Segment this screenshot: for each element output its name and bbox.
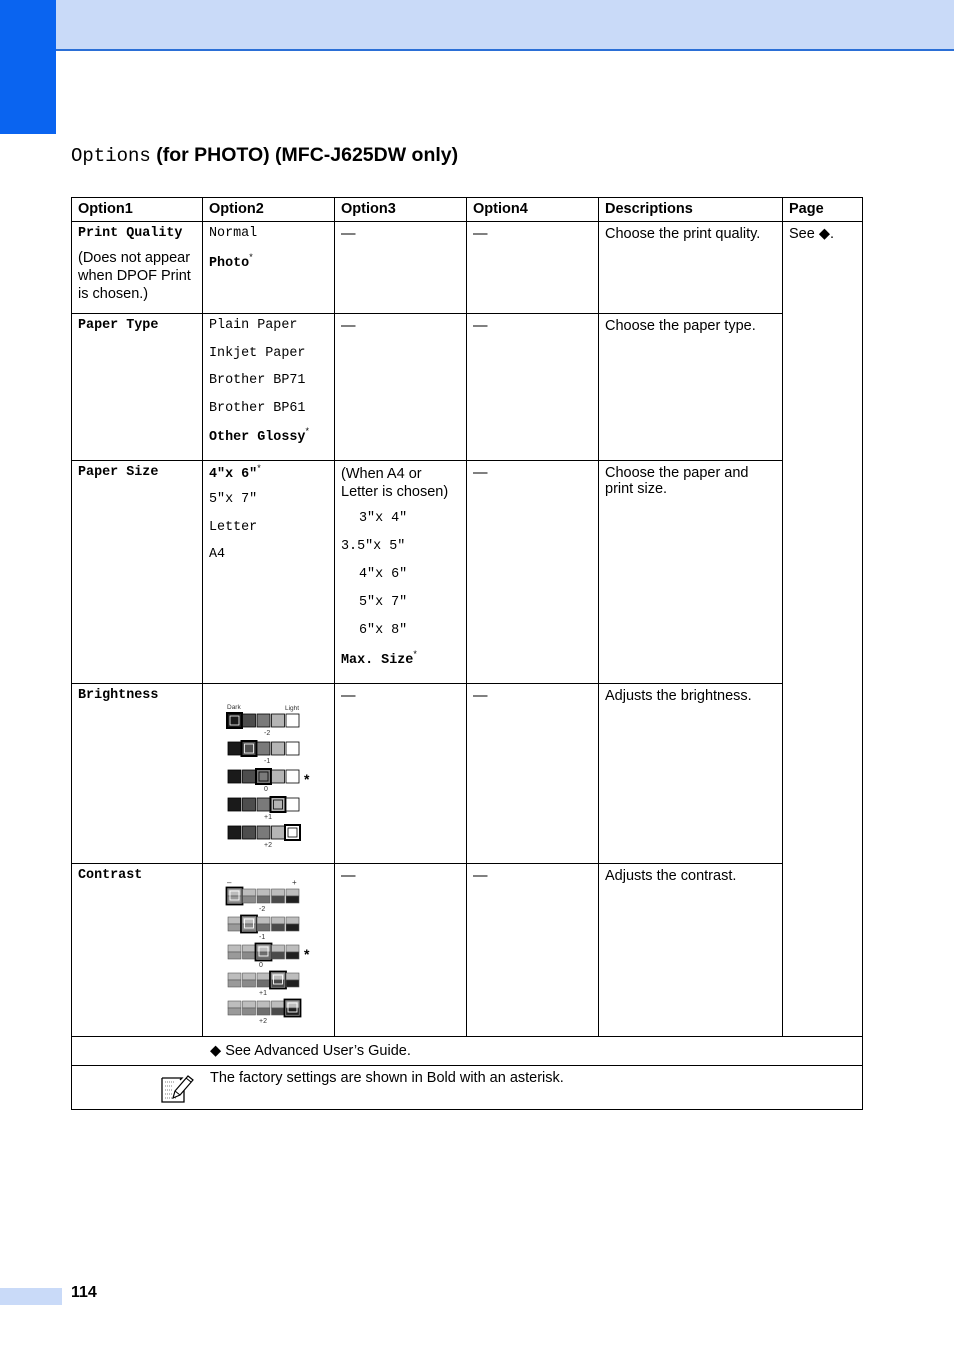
option4-cell — [467, 863, 599, 1036]
contrast-swatch-bottom — [243, 896, 256, 903]
option4-cell — [467, 314, 599, 461]
description-cell: Choose the paper and print size. — [599, 460, 783, 683]
description-cell: Adjusts the brightness. — [599, 683, 783, 863]
option4-cell — [467, 683, 599, 863]
option1-print-quality: Print Quality — [78, 226, 183, 241]
option-brother-bp71: Brother BP71 — [209, 373, 306, 388]
option3-cell — [335, 222, 467, 314]
brightness-swatch — [228, 770, 241, 783]
contrast-swatch-bottom — [228, 924, 241, 931]
none-dash: — — [341, 867, 356, 884]
brightness-swatch — [257, 826, 270, 839]
col-header-option3: Option3 — [335, 198, 467, 222]
chapter-tab — [0, 0, 56, 134]
contrast-level-label: +2 — [259, 1017, 267, 1025]
table-header-row — [72, 198, 863, 222]
header-band — [0, 0, 954, 51]
brightness-swatch — [242, 741, 257, 756]
options-table — [71, 197, 863, 1110]
brightness-level-row — [228, 769, 310, 793]
contrast-swatch-top — [228, 1001, 241, 1008]
contrast-swatch-top — [286, 917, 299, 924]
description-cell: Choose the print quality. — [599, 222, 783, 314]
contrast-plus-label: + — [292, 877, 297, 887]
page-number-badge — [0, 1288, 62, 1305]
brightness-swatch — [286, 770, 299, 783]
contrast-swatch-bottom — [286, 952, 299, 959]
default-asterisk: * — [413, 648, 417, 659]
none-dash: — — [473, 226, 488, 242]
option2-cell — [203, 863, 335, 1036]
option2-cell — [203, 460, 335, 683]
none-dash: — — [341, 318, 356, 334]
brightness-swatch — [271, 797, 286, 812]
contrast-level-label: -1 — [259, 933, 266, 941]
brightness-swatch — [272, 742, 285, 755]
option1-cell — [72, 222, 203, 314]
print-size-3x4: 3"x 4" — [359, 510, 408, 526]
table-row-paper-size — [72, 460, 863, 683]
option2-cell — [203, 314, 335, 461]
contrast-swatch-bottom — [286, 980, 299, 987]
contrast-swatch-bottom — [272, 924, 285, 931]
brightness-swatch — [228, 798, 241, 811]
brightness-swatch — [228, 826, 241, 839]
contrast-swatch-bottom — [243, 952, 256, 959]
brightness-swatch — [285, 825, 300, 840]
option1-cell — [72, 683, 203, 863]
brightness-swatch — [272, 770, 285, 783]
contrast-swatch-top — [286, 889, 299, 896]
brightness-swatch — [243, 798, 256, 811]
none-dash: — — [473, 867, 488, 884]
brightness-level-label: -2 — [264, 729, 271, 737]
option-plain-paper: Plain Paper — [209, 318, 298, 333]
contrast-swatch-bottom — [228, 980, 241, 987]
note-text: The factory settings are shown in Bold with an asterisk. — [210, 1069, 564, 1086]
contrast-swatch-bottom — [243, 980, 256, 987]
contrast-swatch-bottom — [272, 952, 285, 959]
heading-options-word: Options — [71, 145, 151, 167]
option1-paper-type: Paper Type — [78, 318, 159, 333]
footnote-text: See Advanced User’s Guide. — [225, 1042, 411, 1059]
brightness-swatch — [257, 714, 270, 727]
contrast-level-row — [228, 971, 299, 997]
option2-cell — [203, 222, 335, 314]
brightness-level-label: +2 — [264, 841, 272, 849]
section-heading — [71, 144, 458, 167]
contrast-swatch-bottom — [243, 1008, 256, 1015]
contrast-swatch-top — [243, 973, 256, 980]
brightness-swatch — [243, 826, 256, 839]
a4-letter-note: (When A4 or Letter is chosen) — [341, 465, 449, 500]
option-inkjet-paper: Inkjet Paper — [209, 345, 306, 361]
contrast-minus-label: – — [227, 877, 232, 887]
heading-rest: (for PHOTO) (MFC-J625DW only) — [150, 144, 459, 166]
description-cell: Adjusts the contrast. — [599, 863, 783, 1036]
contrast-swatch-top — [228, 945, 241, 952]
option4-cell — [467, 460, 599, 683]
default-asterisk: * — [257, 462, 261, 473]
brightness-swatch — [243, 714, 256, 727]
brightness-swatch — [256, 769, 271, 784]
none-dash: — — [473, 464, 488, 481]
brightness-swatch — [257, 798, 270, 811]
col-header-option1: Option1 — [72, 198, 203, 222]
option1-brightness: Brightness — [78, 687, 159, 703]
contrast-swatch-top — [286, 945, 299, 952]
contrast-swatch-bottom — [257, 1008, 270, 1015]
option-normal: Normal — [209, 226, 258, 241]
note-cell — [72, 1065, 863, 1109]
contrast-swatch-top — [228, 917, 241, 924]
contrast-level-row — [228, 999, 301, 1025]
contrast-swatch-bottom — [272, 1008, 285, 1015]
page-number: 114 — [71, 1284, 97, 1301]
default-asterisk: * — [304, 770, 310, 787]
option4-cell — [467, 222, 599, 314]
contrast-swatch-top — [243, 945, 256, 952]
contrast-swatch-bottom — [257, 896, 270, 903]
contrast-swatch-bottom — [257, 980, 270, 987]
none-dash: — — [473, 687, 488, 704]
option1-cell — [72, 460, 203, 683]
description-cell: Choose the paper type. — [599, 314, 783, 461]
option-a4: A4 — [209, 547, 226, 562]
brightness-swatch — [243, 770, 256, 783]
option1-paper-size: Paper Size — [78, 464, 159, 480]
diamond-icon: ◆ — [210, 1042, 222, 1059]
contrast-swatch-top — [257, 889, 270, 896]
option-5x7: 5"x 7" — [209, 492, 258, 507]
contrast-swatch-top — [272, 945, 285, 952]
contrast-swatch-top — [272, 1001, 285, 1008]
brightness-scale-graphic — [203, 684, 334, 859]
contrast-swatch-bottom — [286, 896, 299, 903]
page-reference: See ◆. — [789, 226, 835, 242]
contrast-swatch-top — [257, 917, 270, 924]
table-row-brightness — [72, 683, 863, 863]
brightness-swatch — [286, 798, 299, 811]
option-letter: Letter — [209, 519, 258, 535]
footnote-row — [72, 1036, 863, 1065]
option3-cell — [335, 683, 467, 863]
option3-cell — [335, 314, 467, 461]
dpof-note: (Does not appear when DPOF Print is chosen.) — [78, 250, 191, 302]
none-dash: — — [341, 687, 356, 704]
brightness-level-row — [228, 825, 300, 849]
option-other-glossy-default: Other Glossy — [209, 430, 306, 445]
contrast-swatch-top — [228, 973, 241, 980]
contrast-swatch-top — [272, 917, 285, 924]
print-size-4x6: 4"x 6" — [359, 566, 408, 582]
contrast-scale-graphic — [203, 864, 334, 1032]
brightness-swatch — [286, 714, 299, 727]
contrast-level-row — [227, 887, 300, 913]
default-asterisk: * — [304, 945, 310, 962]
option2-cell — [203, 683, 335, 863]
none-dash: — — [341, 226, 356, 242]
col-header-page: Page — [783, 198, 863, 222]
brightness-level-row — [227, 713, 299, 737]
option3-cell — [335, 863, 467, 1036]
brightness-light-label: Light — [285, 704, 300, 712]
default-asterisk: * — [305, 426, 309, 436]
note-pencil-icon — [159, 1072, 195, 1106]
table-row-paper-type — [72, 314, 863, 461]
col-header-option2: Option2 — [203, 198, 335, 222]
print-size-5x7: 5"x 7" — [359, 594, 408, 610]
contrast-swatch-top — [243, 889, 256, 896]
option1-contrast: Contrast — [78, 867, 143, 883]
col-header-option4: Option4 — [467, 198, 599, 222]
contrast-level-label: -2 — [259, 905, 266, 913]
brightness-swatch — [272, 714, 285, 727]
print-size-3-5x5: 3.5"x 5" — [341, 538, 406, 554]
contrast-swatch-bottom — [228, 1008, 241, 1015]
contrast-swatch-bottom — [257, 924, 270, 931]
contrast-level-label: 0 — [259, 961, 263, 969]
print-size-6x8: 6"x 8" — [359, 622, 408, 638]
page-cell — [783, 222, 863, 1037]
contrast-swatch-bottom — [272, 896, 285, 903]
brightness-swatch — [286, 742, 299, 755]
option-brother-bp61: Brother BP61 — [209, 400, 306, 416]
footnote-cell — [72, 1036, 863, 1065]
table-row-print-quality — [72, 222, 863, 314]
none-dash: — — [473, 318, 488, 334]
brightness-level-label: 0 — [264, 785, 268, 793]
contrast-swatch-top — [243, 1001, 256, 1008]
contrast-swatch-bottom — [286, 924, 299, 931]
brightness-level-label: -1 — [264, 757, 271, 765]
note-row — [72, 1065, 863, 1109]
contrast-level-row — [228, 915, 299, 941]
brightness-swatch — [227, 713, 242, 728]
brightness-level-row — [228, 797, 299, 821]
brightness-dark-label: Dark — [227, 703, 241, 711]
contrast-swatch-top — [286, 973, 299, 980]
brightness-swatch — [228, 742, 241, 755]
option1-cell — [72, 863, 203, 1036]
option3-cell — [335, 460, 467, 683]
contrast-swatch-top — [272, 889, 285, 896]
contrast-level-label: +1 — [259, 989, 267, 997]
default-asterisk: * — [249, 251, 253, 262]
contrast-swatch-top — [257, 973, 270, 980]
brightness-swatch — [257, 742, 270, 755]
col-header-descriptions: Descriptions — [599, 198, 783, 222]
brightness-swatch — [272, 826, 285, 839]
option-4x6-default: 4"x 6" — [209, 466, 258, 482]
contrast-swatch-bottom — [228, 952, 241, 959]
contrast-level-row — [228, 943, 310, 969]
brightness-level-label: +1 — [264, 813, 272, 821]
table-row-contrast — [72, 863, 863, 1036]
brightness-level-row — [228, 741, 299, 765]
option-photo-default: Photo — [209, 255, 250, 271]
contrast-swatch-top — [257, 1001, 270, 1008]
print-size-max-default: Max. Size — [341, 652, 414, 668]
option1-cell — [72, 314, 203, 461]
